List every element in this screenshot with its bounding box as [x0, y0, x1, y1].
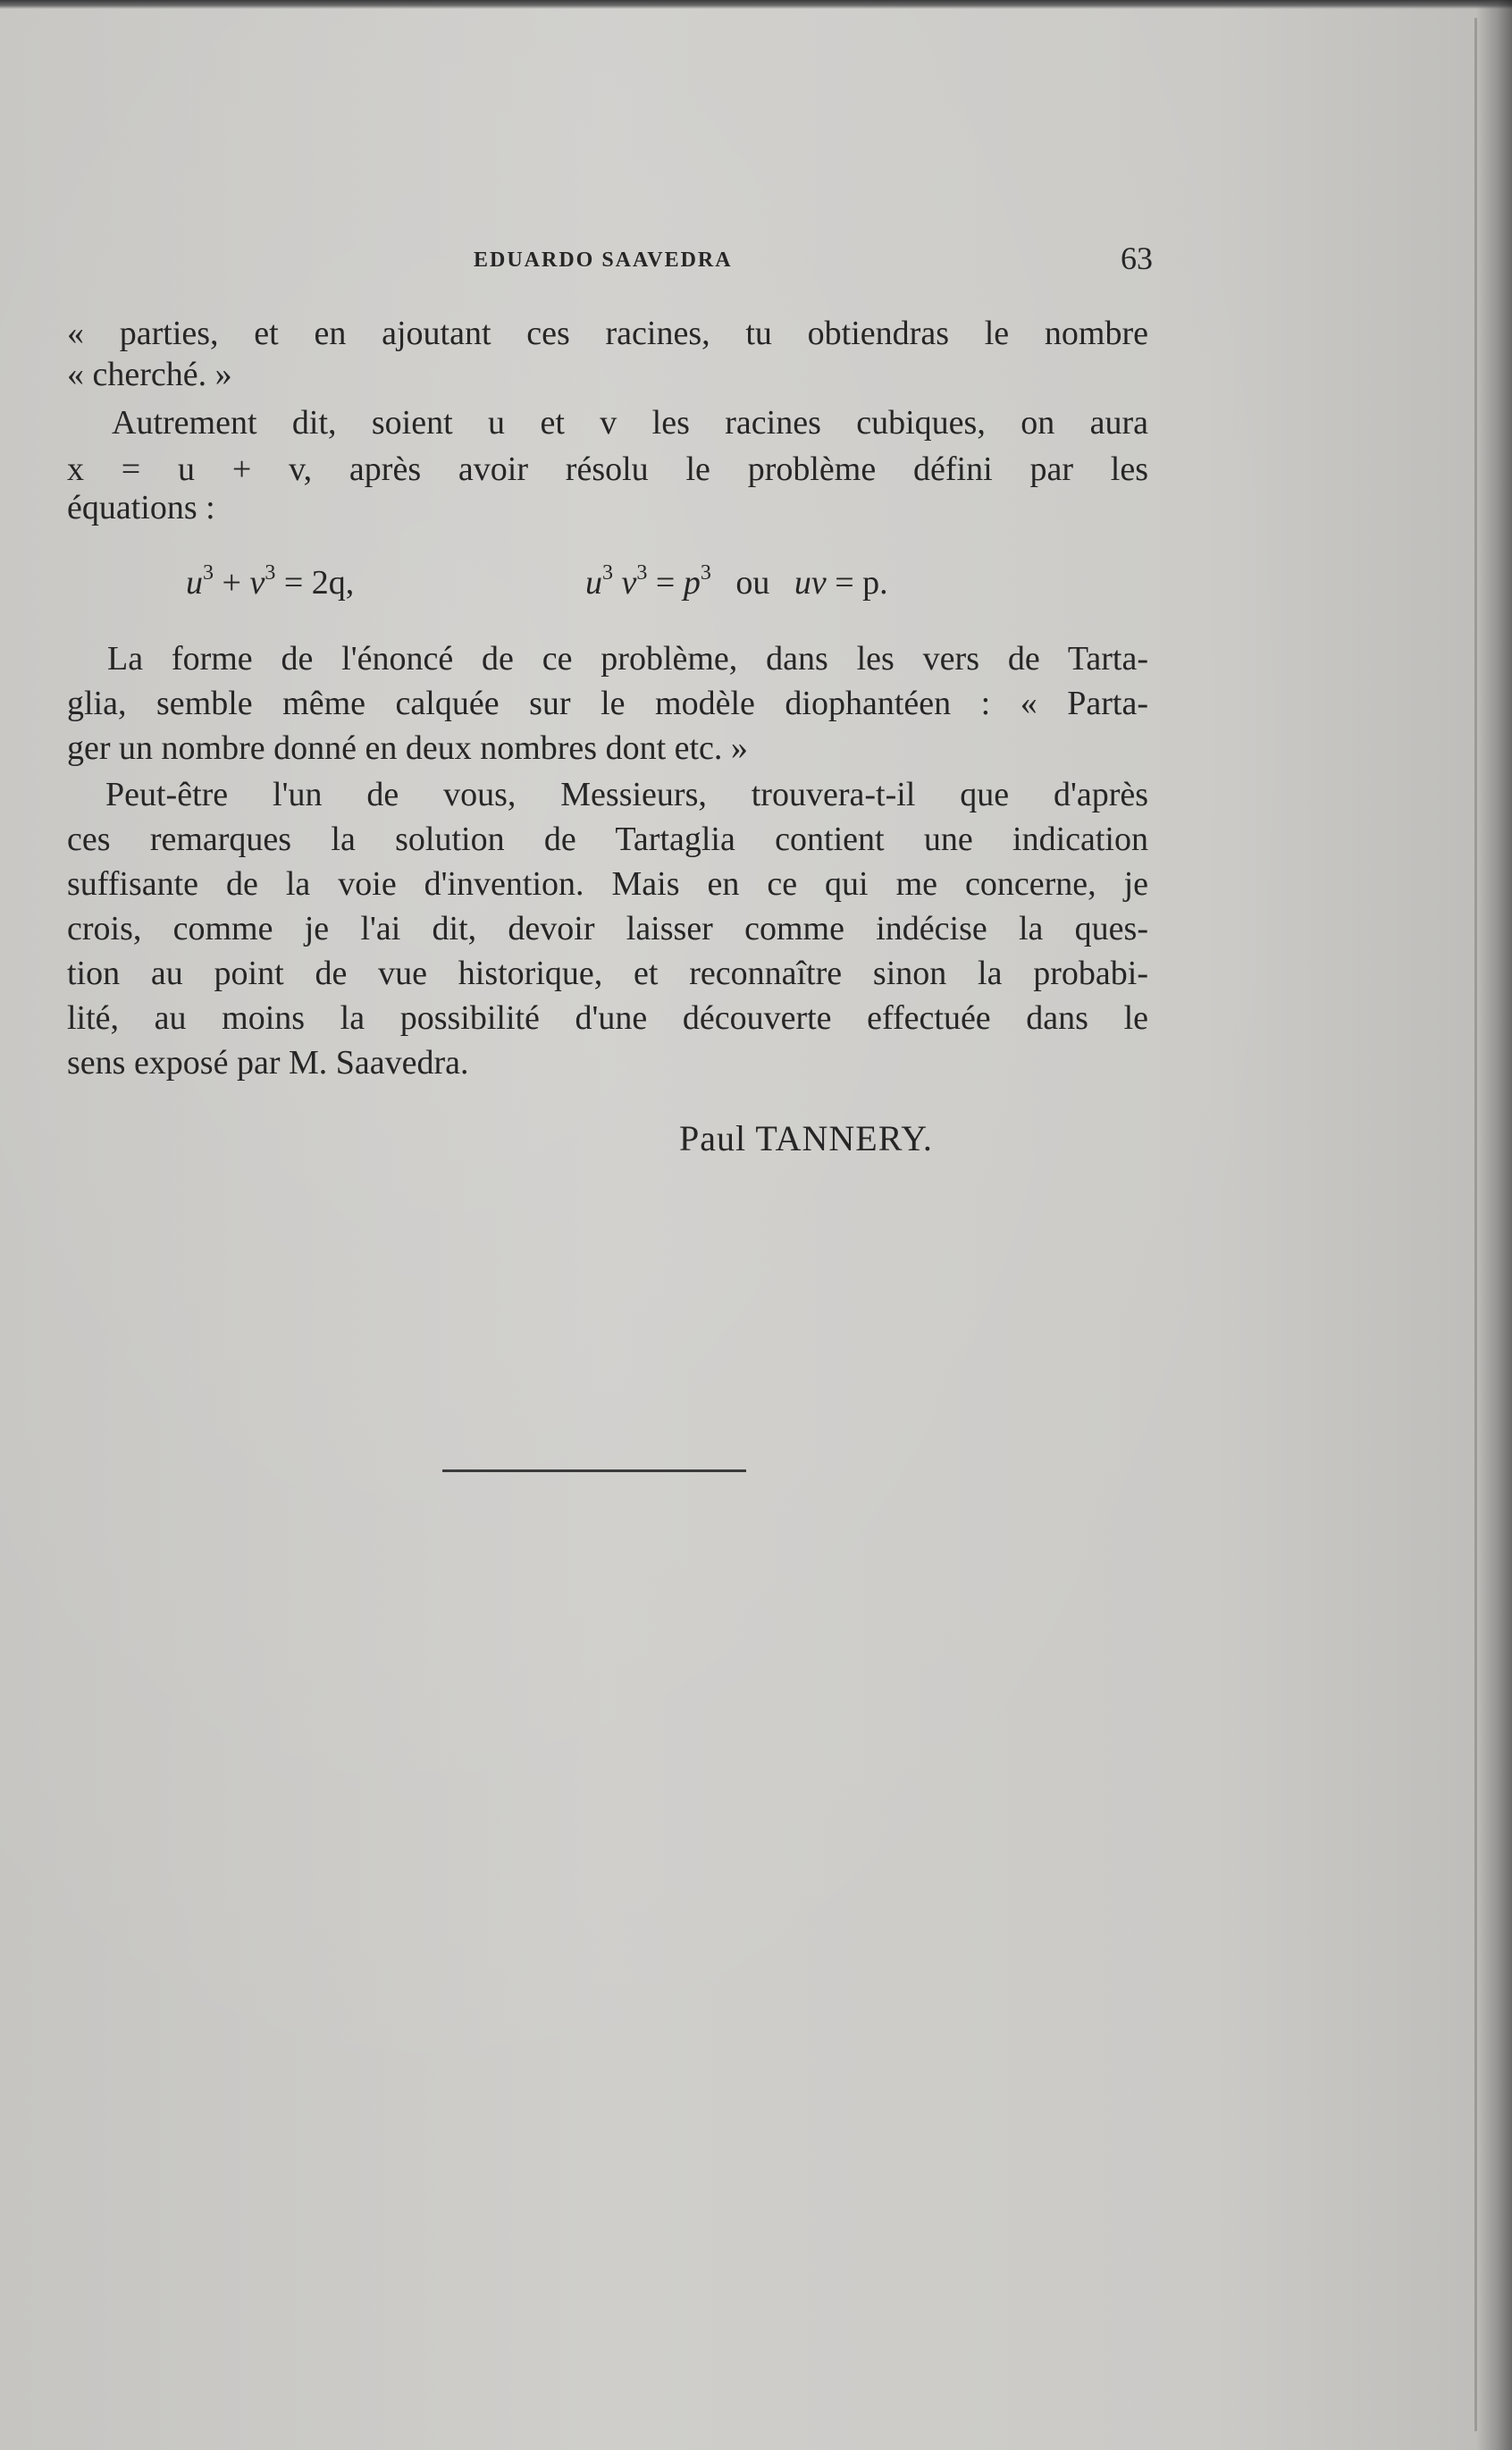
- running-head: EDUARDO SAAVEDRA: [474, 248, 733, 272]
- text-line-11: suffisante de la voie d'invention. Mais en ce qui me concerne, je: [67, 865, 1148, 903]
- page-header: [474, 240, 1153, 284]
- text-line-3: Autrement dit, soient u et v les racines cubiques, on aura: [112, 404, 1148, 442]
- page-top-edge: [0, 0, 1512, 9]
- text-line-13: tion au point de vue historique, et reconnaître sinon la probabi-: [67, 955, 1148, 992]
- text-line-2: « cherché. »: [67, 356, 232, 393]
- text-line-8: ger un nombre donné en deux nombres dont etc. »: [67, 729, 748, 767]
- page-right-edge: [1476, 0, 1512, 2450]
- equation-sum-of-cubes: $u^3 + v^3 = 2q$,: [186, 561, 355, 602]
- page-number: 63: [1121, 240, 1153, 276]
- text-line-6: La forme de l'énoncé de ce problème, dans les vers de Tarta-: [107, 640, 1148, 678]
- text-line-12: crois, comme je l'ai dit, devoir laisser comme indécise la ques-: [67, 910, 1148, 947]
- text-line-10: ces remarques la solution de Tartaglia contient une indication: [67, 821, 1148, 858]
- text-line-9: Peut-être l'un de vous, Messieurs, trouvera-t-il que d'après: [105, 776, 1148, 813]
- text-line-5: équations :: [67, 489, 215, 526]
- author-signature: Paul TANNERY.: [679, 1118, 933, 1158]
- text-line-14: lité, au moins la possibilité d'une découverte effectuée dans le: [67, 999, 1148, 1037]
- equation-product: $u^3$ $v^3 = p^3$ ou uv = p.: [585, 561, 888, 602]
- section-rule: [442, 1469, 746, 1472]
- text-line-15: sens exposé par M. Saavedra.: [67, 1044, 469, 1082]
- text-line-7: glia, semble même calquée sur le modèle diophantéen : « Parta-: [67, 685, 1148, 722]
- text-line-1: « parties, et en ajoutant ces racines, tu obtiendras le nombre: [67, 315, 1148, 352]
- text-line-4: x = u + v, après avoir résolu le problème défini par les: [67, 450, 1148, 488]
